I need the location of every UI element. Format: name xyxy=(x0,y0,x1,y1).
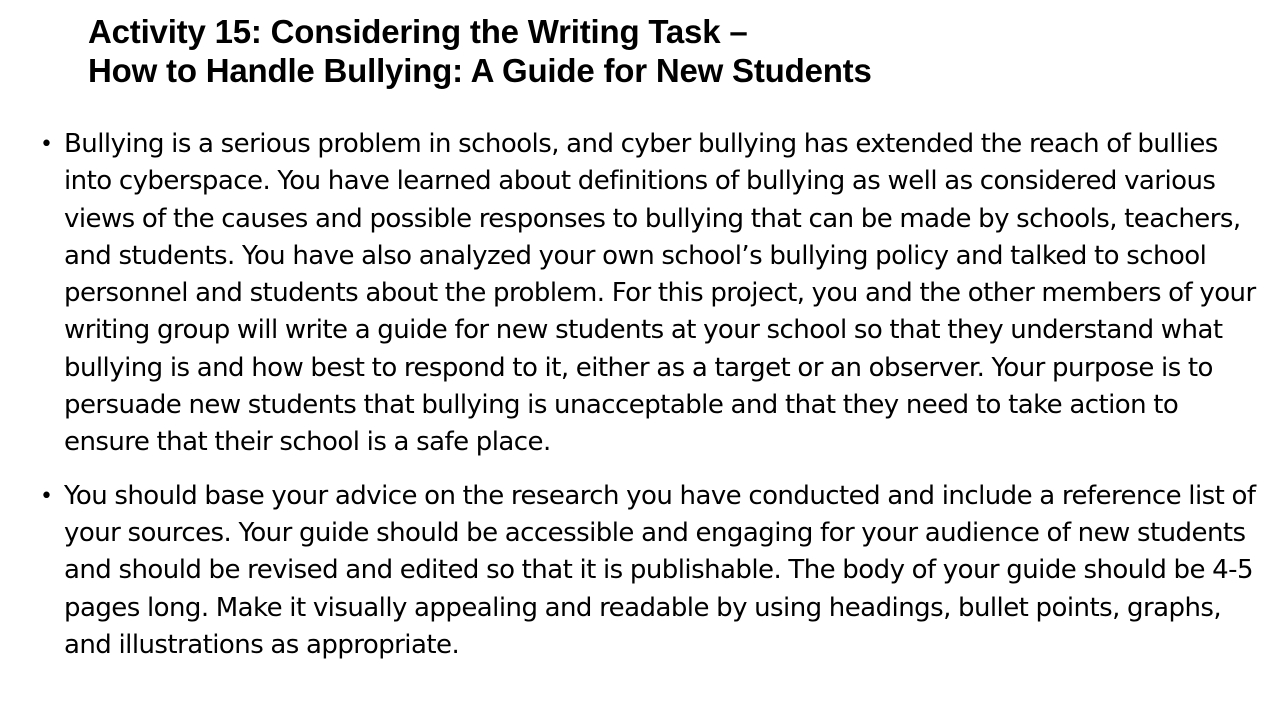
title-line-2: How to Handle Bullying: A Guide for New Students xyxy=(88,52,872,89)
bullet-list xyxy=(40,126,1265,664)
slide-title xyxy=(88,12,1238,90)
bullet-text-2: You should base your advice on the research you have conducted and include a reference list of your sources. Your guide should be accessible and engaging for your audience of new students and should be revised and edited so that it is publishable. The body of your guide should be 4-5 pages long. Make it visually appealing and readable by using headings, bullet points, graphs, and illustrations as appropriate. xyxy=(64,480,1256,660)
bullet-text-1: Bullying is a serious problem in schools, and cyber bullying has extended the reach of bullies into cyberspace. You have learned about definitions of bullying as well as considered various views of the causes and possible responses to bullying that can be made by schools, teachers, and students. You have also analyzed your own school’s bullying policy and talked to school personnel and students about the problem. For this project, you and the other members of your writing group will write a guide for new students at your school so that they understand what bullying is and how best to respond to it, either as a target or an observer. Your purpose is to persuade new students that bullying is unacceptable and that they need to take action to ensure that their school is a safe place. xyxy=(64,129,1256,458)
bullet-item-1 xyxy=(40,126,1265,462)
bullet-dot-icon: • xyxy=(40,132,53,157)
title-line-1: Activity 15: Considering the Writing Task – xyxy=(88,13,748,50)
bullet-dot-icon: • xyxy=(40,483,53,509)
bullet-item-2 xyxy=(40,478,1265,664)
